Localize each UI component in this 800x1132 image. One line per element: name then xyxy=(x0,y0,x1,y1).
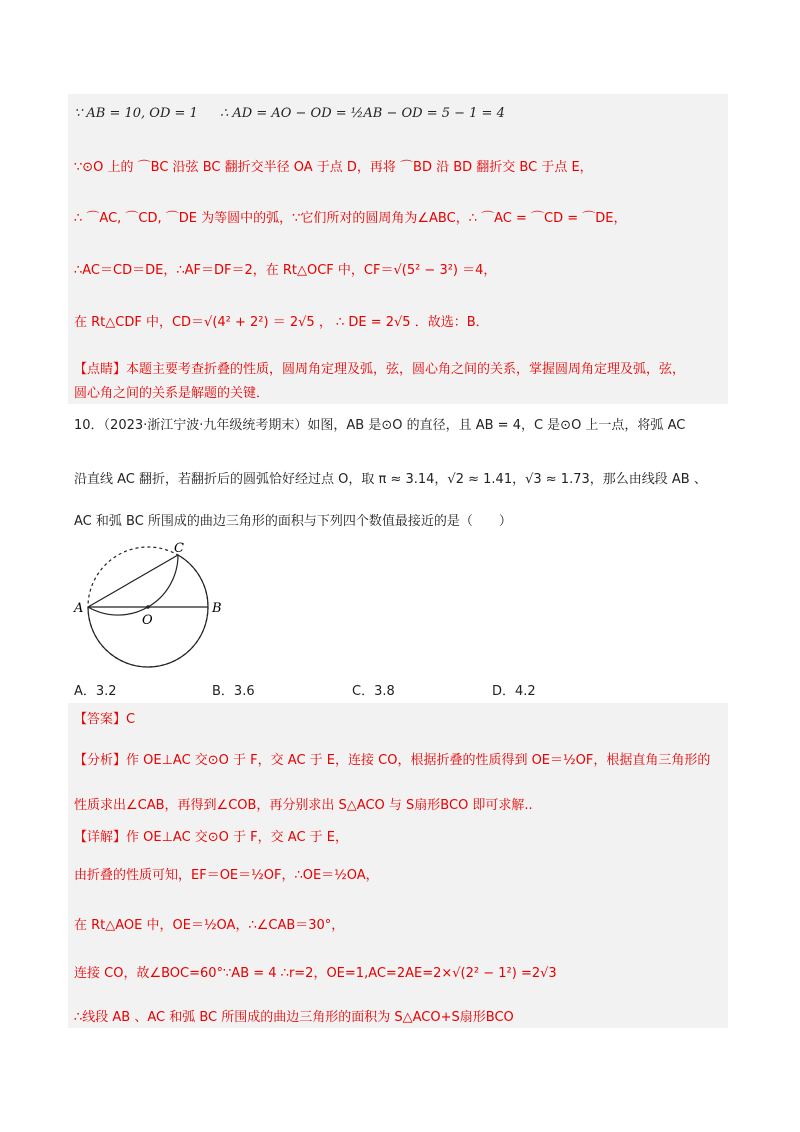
geometry-figure xyxy=(70,540,250,680)
question-line-1: 10．（2023·浙江宁波·九年级统考期末）如图，AB 是⊙O 的直径，且 AB = 4，C 是⊙O 上一点，将弧 AC xyxy=(74,418,686,433)
label-o: O xyxy=(142,613,153,628)
option-d: D．4.2 xyxy=(492,684,536,699)
prev-line-5: 在 Rt△CDF 中，CD＝√(4² + 2²) ＝ 2√5 ， ∴ DE = 2√5 ．故选：B． xyxy=(74,315,489,330)
point-o xyxy=(146,605,150,609)
folded-arc xyxy=(88,555,178,615)
question-line-3: AC 和弧 BC 所围成的曲边三角形的面积与下列四个数值最接近的是（ ） xyxy=(74,514,512,529)
prev-line-2: ∵⊙O 上的 ⌒BC 沿弦 BC 翻折交半径 OA 于点 D，再将 ⌒BD 沿 BD 翻折交 BC 于点 E， xyxy=(74,160,593,175)
prev-line-3: ∴ ⌒AC, ⌒CD, ⌒DE 为等圆中的弧，∵它们所对的圆周角为∠ABC，∴ ⌒AC = ⌒CD = ⌒DE， xyxy=(74,211,627,226)
prev-line-4: ∴AC＝CD＝DE，∴AF＝DF＝2，在 Rt△OCF 中，CF＝√(5² − 3²) ＝4， xyxy=(74,263,497,278)
detail-line-3: 在 Rt△AOE 中，OE＝½OA，∴∠CAB＝30°， xyxy=(74,918,345,933)
label-c: C xyxy=(174,541,184,556)
question-line-2: 沿直线 AC 翻折，若翻折后的圆弧恰好经过点 O，取 π ≈ 3.14，√2 ≈ 1.41，√3 ≈ 1.73，那么由线段 AB 、 xyxy=(74,472,707,487)
prev-note-2: 圆心角之间的关系是解题的关键． xyxy=(74,386,270,401)
prev-note-1: 【点睛】本题主要考查折叠的性质，圆周角定理及弧，弦，圆心角之间的关系，掌握圆周角定理及弧，弦， xyxy=(74,362,686,377)
analysis-line-2: 性质求出∠CAB，再得到∠COB，再分别求出 S△ACO 与 S扇形BCO 即可求解.. xyxy=(74,798,533,813)
detail-line-5: ∴线段 AB 、AC 和弧 BC 所围成的曲边三角形的面积为 S△ACO+S扇形BCO xyxy=(74,1010,514,1025)
detail-line-2: 由折叠的性质可知，EF＝OE＝½OF，∴OE＝½OA， xyxy=(74,868,379,883)
answer-line: 【答案】C xyxy=(74,712,136,727)
options xyxy=(0,680,800,700)
detail-line-1: 【详解】作 OE⊥AC 交⊙O 于 F，交 AC 于 E， xyxy=(74,830,348,845)
option-a: A．3.2 xyxy=(74,684,117,699)
option-b: B．3.6 xyxy=(212,684,255,699)
prev-line-1: ∵ AB = 10, OD = 1 ∴ AD = AO − OD = ½AB − OD = 5 − 1 = 4 xyxy=(74,106,505,121)
segment-ac xyxy=(88,555,178,607)
label-b: B xyxy=(212,601,222,616)
analysis-line-1: 【分析】作 OE⊥AC 交⊙O 于 F，交 AC 于 E，连接 CO，根据折叠的性质得到 OE＝½OF，根据直角三角形的 xyxy=(74,753,711,768)
label-a: A xyxy=(74,601,84,616)
prev-solution-block xyxy=(68,94,728,404)
detail-line-4: 连接 CO，故∠BOC=60°∵AB = 4 ∴r=2，OE=1,AC=2AE=2×√(2² − 1²) =2√3 xyxy=(74,966,557,981)
option-c: C．3.8 xyxy=(352,684,395,699)
